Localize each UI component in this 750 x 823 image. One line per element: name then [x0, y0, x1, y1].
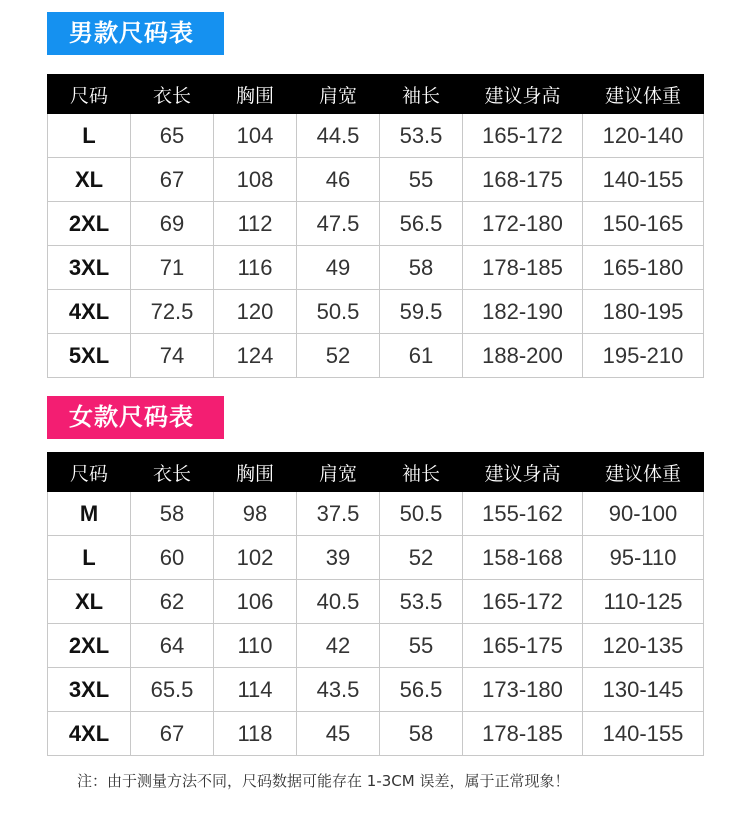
cell-size: 4XL	[48, 712, 131, 756]
header-size: 尺码	[48, 75, 131, 114]
header-shoulder: 肩宽	[297, 453, 380, 492]
cell-shoulder: 46	[297, 158, 380, 202]
table-row	[48, 580, 704, 624]
cell-size: 2XL	[48, 624, 131, 668]
cell-suggested-height: 168-175	[463, 158, 583, 202]
cell-chest: 102	[214, 536, 297, 580]
cell-length: 72.5	[131, 290, 214, 334]
cell-chest: 114	[214, 668, 297, 712]
cell-shoulder: 39	[297, 536, 380, 580]
cell-suggested-height: 158-168	[463, 536, 583, 580]
table-row	[48, 624, 704, 668]
men-table-body	[48, 114, 704, 378]
cell-chest: 98	[214, 492, 297, 536]
cell-suggested-weight: 95-110	[583, 536, 704, 580]
cell-shoulder: 42	[297, 624, 380, 668]
cell-size: XL	[48, 158, 131, 202]
cell-sleeve: 55	[380, 624, 463, 668]
cell-suggested-height: 165-172	[463, 114, 583, 158]
cell-length: 67	[131, 712, 214, 756]
cell-suggested-height: 165-175	[463, 624, 583, 668]
cell-sleeve: 52	[380, 536, 463, 580]
cell-length: 64	[131, 624, 214, 668]
cell-chest: 118	[214, 712, 297, 756]
cell-chest: 106	[214, 580, 297, 624]
cell-shoulder: 50.5	[297, 290, 380, 334]
header-chest: 胸围	[214, 453, 297, 492]
cell-length: 65	[131, 114, 214, 158]
cell-suggested-weight: 110-125	[583, 580, 704, 624]
cell-size: XL	[48, 580, 131, 624]
women-table-body	[48, 492, 704, 756]
cell-suggested-height: 178-185	[463, 712, 583, 756]
cell-suggested-weight: 120-135	[583, 624, 704, 668]
measurement-footnote: 注：由于测量方法不同，尺码数据可能存在 1-3CM 误差，属于正常现象！	[77, 772, 570, 790]
cell-sleeve: 61	[380, 334, 463, 378]
header-size: 尺码	[48, 453, 131, 492]
cell-size: L	[48, 114, 131, 158]
women-table-header-row	[48, 453, 704, 492]
cell-suggested-height: 172-180	[463, 202, 583, 246]
cell-length: 74	[131, 334, 214, 378]
cell-suggested-weight: 165-180	[583, 246, 704, 290]
cell-shoulder: 52	[297, 334, 380, 378]
cell-size: L	[48, 536, 131, 580]
cell-suggested-weight: 130-145	[583, 668, 704, 712]
cell-suggested-height: 155-162	[463, 492, 583, 536]
table-row	[48, 334, 704, 378]
cell-chest: 112	[214, 202, 297, 246]
cell-sleeve: 53.5	[380, 580, 463, 624]
cell-suggested-weight: 150-165	[583, 202, 704, 246]
header-shoulder: 肩宽	[297, 75, 380, 114]
cell-size: M	[48, 492, 131, 536]
cell-chest: 120	[214, 290, 297, 334]
header-chest: 胸围	[214, 75, 297, 114]
table-row	[48, 114, 704, 158]
cell-suggested-weight: 90-100	[583, 492, 704, 536]
cell-length: 58	[131, 492, 214, 536]
header-length: 衣长	[131, 453, 214, 492]
cell-sleeve: 59.5	[380, 290, 463, 334]
cell-shoulder: 49	[297, 246, 380, 290]
cell-sleeve: 53.5	[380, 114, 463, 158]
header-sleeve: 袖长	[380, 453, 463, 492]
cell-sleeve: 58	[380, 246, 463, 290]
cell-length: 62	[131, 580, 214, 624]
women-size-table	[47, 452, 704, 756]
cell-sleeve: 50.5	[380, 492, 463, 536]
men-size-chart-title: 男款尺码表	[47, 12, 224, 55]
cell-suggested-weight: 140-155	[583, 158, 704, 202]
cell-shoulder: 44.5	[297, 114, 380, 158]
header-suggested-weight: 建议体重	[583, 453, 704, 492]
cell-suggested-height: 165-172	[463, 580, 583, 624]
cell-chest: 110	[214, 624, 297, 668]
table-row	[48, 536, 704, 580]
cell-sleeve: 56.5	[380, 668, 463, 712]
cell-shoulder: 40.5	[297, 580, 380, 624]
cell-length: 60	[131, 536, 214, 580]
cell-size: 3XL	[48, 668, 131, 712]
women-size-chart-title: 女款尺码表	[47, 396, 224, 439]
cell-shoulder: 45	[297, 712, 380, 756]
cell-sleeve: 55	[380, 158, 463, 202]
cell-shoulder: 43.5	[297, 668, 380, 712]
cell-suggested-weight: 180-195	[583, 290, 704, 334]
cell-size: 2XL	[48, 202, 131, 246]
table-row	[48, 290, 704, 334]
cell-chest: 116	[214, 246, 297, 290]
men-table-header-row	[48, 75, 704, 114]
cell-size: 5XL	[48, 334, 131, 378]
cell-sleeve: 56.5	[380, 202, 463, 246]
cell-chest: 108	[214, 158, 297, 202]
cell-length: 69	[131, 202, 214, 246]
cell-suggested-weight: 195-210	[583, 334, 704, 378]
cell-suggested-weight: 140-155	[583, 712, 704, 756]
cell-suggested-weight: 120-140	[583, 114, 704, 158]
table-row	[48, 246, 704, 290]
cell-shoulder: 37.5	[297, 492, 380, 536]
table-row	[48, 492, 704, 536]
table-row	[48, 158, 704, 202]
men-size-table	[47, 74, 704, 378]
header-suggested-height: 建议身高	[463, 453, 583, 492]
table-row	[48, 202, 704, 246]
cell-length: 71	[131, 246, 214, 290]
header-suggested-height: 建议身高	[463, 75, 583, 114]
cell-suggested-height: 182-190	[463, 290, 583, 334]
cell-shoulder: 47.5	[297, 202, 380, 246]
cell-suggested-height: 178-185	[463, 246, 583, 290]
cell-suggested-height: 188-200	[463, 334, 583, 378]
header-length: 衣长	[131, 75, 214, 114]
table-row	[48, 712, 704, 756]
cell-size: 4XL	[48, 290, 131, 334]
cell-chest: 124	[214, 334, 297, 378]
header-suggested-weight: 建议体重	[583, 75, 704, 114]
table-row	[48, 668, 704, 712]
cell-chest: 104	[214, 114, 297, 158]
cell-sleeve: 58	[380, 712, 463, 756]
cell-length: 67	[131, 158, 214, 202]
header-sleeve: 袖长	[380, 75, 463, 114]
cell-suggested-height: 173-180	[463, 668, 583, 712]
cell-length: 65.5	[131, 668, 214, 712]
cell-size: 3XL	[48, 246, 131, 290]
